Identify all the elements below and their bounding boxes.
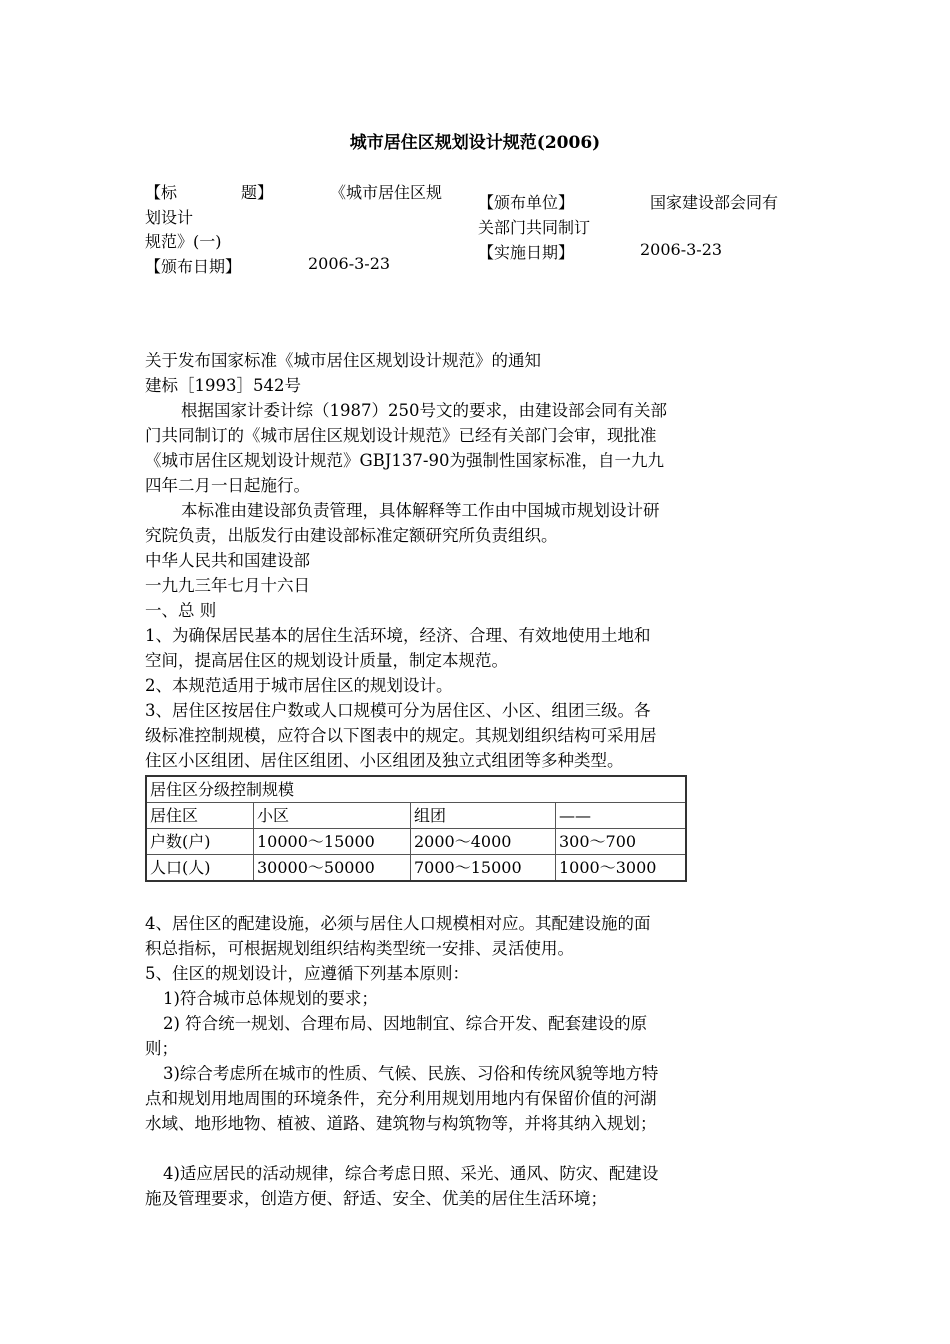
table-cell: 300～700 — [556, 829, 687, 855]
table-cell: 人口(人) — [146, 855, 254, 882]
principle-line: 水域、地形地物、植被、道路、建筑物与构筑物等，并将其纳入规划； — [145, 1114, 657, 1133]
section-heading: 一、总 则 — [145, 601, 217, 620]
table-cell: 居住区 — [146, 803, 254, 829]
table-caption: 居住区分级控制规模 — [146, 776, 686, 803]
principle-line: 4)适应居民的活动规律，综合考虑日照、采光、通风、防灾、配建设 — [163, 1164, 659, 1183]
principle-line: 1)符合城市总体规划的要求； — [163, 989, 378, 1008]
issuer-name: 中华人民共和国建设部 — [145, 551, 310, 570]
issuer-value-cont: 关部门共同制订 — [478, 218, 591, 237]
principle-line: 3)综合考虑所在城市的性质、气候、民族、习俗和传统风貌等地方特 — [163, 1064, 659, 1083]
table-row — [146, 829, 686, 855]
title-value: 《城市居住区规 — [330, 183, 443, 202]
paragraph-line: 根据国家计委计综（1987）250号文的要求，由建设部会同有关部 — [181, 401, 667, 420]
table-cell: 1000～3000 — [556, 855, 687, 882]
table-row — [146, 855, 686, 882]
paragraph-line: 5、住区的规划设计，应遵循下列基本原则： — [145, 964, 469, 983]
principle-line: 则； — [145, 1039, 178, 1058]
table-cell: 30000～50000 — [254, 855, 411, 882]
table-cell: 小区 — [254, 803, 411, 829]
document-number: 建标［1993］542号 — [145, 376, 301, 395]
table-cell: 7000～15000 — [411, 855, 556, 882]
paragraph-line: 4、居住区的配建设施，必须与居住人口规模相对应。其配建设施的面 — [145, 914, 651, 933]
title-value-cont2: 规范》(一) — [145, 232, 222, 251]
paragraph-line: 2、本规范适用于城市居住区的规划设计。 — [145, 676, 453, 695]
scale-table — [145, 775, 687, 882]
table-caption-row — [146, 776, 686, 803]
issue-date-label: 【颁布日期】 — [145, 257, 242, 276]
paragraph-line: 3、居住区按居住户数或人口规模可分为居住区、小区、组团三级。各 — [145, 701, 651, 720]
principle-line: 2) 符合统一规划、合理布局、因地制宜、综合开发、配套建设的原 — [163, 1014, 648, 1033]
issue-date: 一九九三年七月十六日 — [145, 576, 310, 595]
table-row — [146, 803, 686, 829]
document-body — [145, 348, 755, 1211]
paragraph-line: 住区小区组团、居住区组团、小区组团及独立式组团等多种类型。 — [145, 751, 624, 770]
notice-title: 关于发布国家标准《城市居住区规划设计规范》的通知 — [145, 351, 541, 370]
title-value-cont: 划设计 — [145, 208, 194, 227]
issuer-label: 【颁布单位】 — [478, 193, 575, 212]
paragraph-line: 门共同制订的《城市居住区规划设计规范》已经有关部门会审，现批准 — [145, 426, 657, 445]
principle-line: 施及管理要求，创造方便、舒适、安全、优美的居住生活环境； — [145, 1189, 607, 1208]
table-cell: 2000～4000 — [411, 829, 556, 855]
effective-date-value: 2006-3-23 — [640, 240, 723, 259]
issuer-value: 国家建设部会同有 — [650, 193, 779, 212]
issue-date-value: 2006-3-23 — [308, 254, 391, 273]
paragraph-line: 1、为确保居民基本的居住生活环境，经济、合理、有效地使用土地和 — [145, 626, 651, 645]
table-cell: 组团 — [411, 803, 556, 829]
paragraph-line: 积总指标，可根据规划组织结构类型统一安排、灵活使用。 — [145, 939, 574, 958]
paragraph-line: 究院负责，出版发行由建设部标准定额研究所负责组织。 — [145, 526, 558, 545]
page-title: 城市居住区规划设计规范(2006) — [349, 133, 601, 153]
table-cell: 10000～15000 — [254, 829, 411, 855]
title-label: 【标 题】 — [145, 183, 274, 202]
paragraph-line: 空间，提高居住区的规划设计质量，制定本规范。 — [145, 651, 508, 670]
table-cell: —— — [556, 803, 687, 829]
paragraph-line: 级标准控制规模，应符合以下图表中的规定。其规划组织结构可采用居 — [145, 726, 657, 745]
paragraph-line: 四年二月一日起施行。 — [145, 476, 310, 495]
paragraph-line: 《城市居住区规划设计规范》GBJ137-90为强制性国家标准，自一九九 — [145, 451, 664, 470]
paragraph-line: 本标准由建设部负责管理，具体解释等工作由中国城市规划设计研 — [181, 501, 660, 520]
principle-line: 点和规划用地周围的环境条件，充分利用规划用地内有保留价值的河湖 — [145, 1089, 657, 1108]
effective-date-label: 【实施日期】 — [478, 243, 575, 262]
table-cell: 户数(户) — [146, 829, 254, 855]
